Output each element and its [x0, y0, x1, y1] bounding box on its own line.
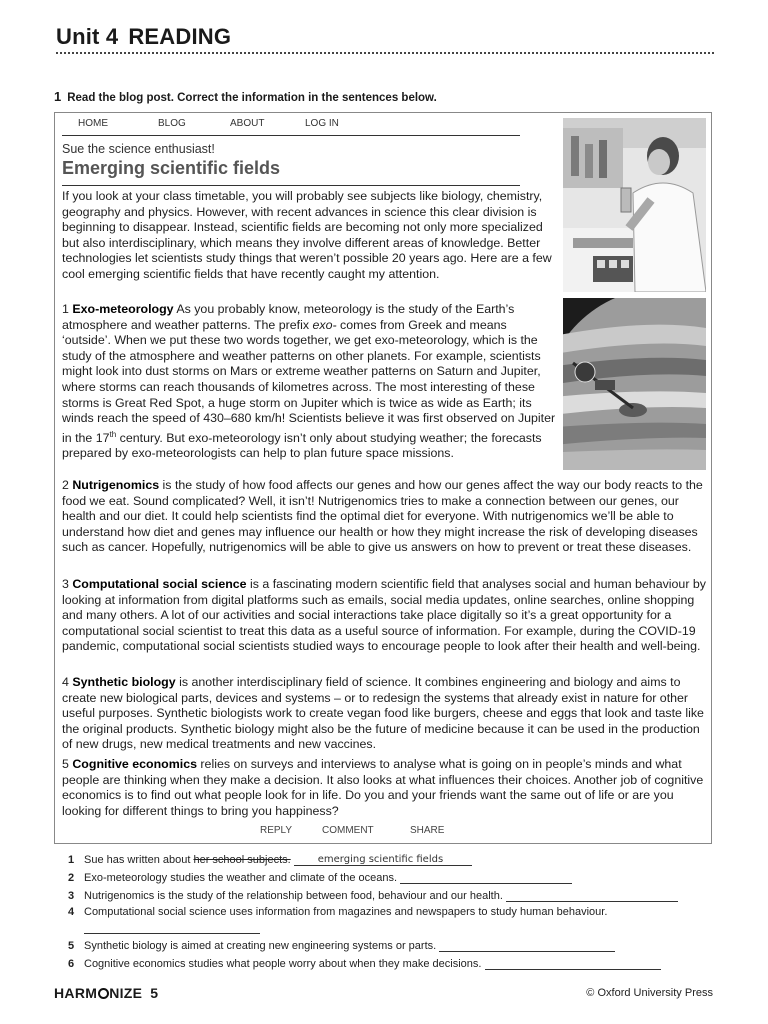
blog-intro: If you look at your class timetable, you will probably see subjects like biology, chemistry, geography and physics. However, with recent advances in science this clear division is beginning to disappear. Instead, scientific fields are becoming not only more specialized but also interdisciplinary, which means they involve different areas of knowledge. Better technologies let scientists study things that weren’t possible 20 years ago. Here are a few cool emerging scientific fields that have recently caught my attention.: [62, 189, 552, 281]
question-text: Computational social science uses information from magazines and newspapers to study human behaviour.: [84, 906, 608, 918]
section-nutrigenomics: [62, 478, 712, 556]
section-text: is the study of how food affects our genes and how our genes affect the way our body reacts to the food we eat. Sound complicated? Well, it isn’t! Nutrigenomics tries to make a connection between our genes, our health and our diet. It could help scientists find the optimal diet for everyone. With nutrigenomics we’ll be able to understand how diet and genes may influence our health or how they might increase the risk of developing diseases such as cancer. Hopefully, nutrigenomics will be able to give us answers on how to prevent or treat these diseases.: [62, 478, 703, 555]
section-term: Synthetic biology: [72, 675, 176, 689]
section-label: READING: [128, 24, 232, 49]
answer-field-6[interactable]: [485, 957, 661, 970]
section-text: is another interdisciplinary field of science. It combines engineering and biology and aims to create new biological parts, devices and systems – or to redesign the systems that already exist in nature for other useful purposes. Synthetic biologists work to create vegan food like burgers, cheese and eggs that look and taste like the original products. Synthetic biology might also be the future of medicine because it can be used in the production of new drugs, new medical treatments and new vaccines.: [62, 675, 704, 752]
brand-o-icon: [98, 988, 109, 999]
lab-scientist-photo: [563, 118, 706, 292]
reply-link[interactable]: REPLY: [260, 825, 293, 836]
blog-nav: [78, 118, 365, 129]
question-1: [68, 853, 472, 866]
page-number: 5: [150, 985, 159, 1001]
comment-link[interactable]: COMMENT: [322, 825, 374, 836]
section-text: century. But exo-meteorology isn’t only about studying weather; the forecasts prepared by exo-meteorologists can help to plan future space missions.: [62, 430, 542, 461]
answer-field-2[interactable]: [400, 871, 572, 884]
section-number: 5: [62, 757, 69, 771]
section-text: comes from Greek and means ‘outside’. When we put these two words together, we get exo-meteorology, which is the study of the atmosphere and weather patterns on other planets. For example, scientists might look into dust storms on Mars or extreme weather patterns on Saturn and Jupiter, where storms can reach thousands of kilometres across. The most interesting of these storms is Great Red Spot, a huge storm on Jupiter which is twice as wide as Earth; its winds reach the speed of 430–680 km/h! Scientists believe it was first observed on Jupiter in the 17: [62, 317, 556, 445]
section-text: is a fascinating modern scientific field that analyses social and human behaviour by looking at information from digital platforms such as emails, social media updates, online searches, online shopping and many others. A lot of our activities and social interactions take place digitally so it’s a great opportunity for a computational social scientist to treat this data as a useful source of information. For example, during the COVID-19 pandemic, computational social scientists studied ways to encourage people to look after their health and well-being.: [62, 577, 706, 654]
section-exo-meteorology: [62, 302, 558, 462]
question-3: [68, 889, 678, 902]
answer-field-5[interactable]: [439, 939, 615, 952]
page-title: [56, 24, 241, 50]
nav-about[interactable]: ABOUT: [230, 118, 265, 129]
jupiter-probe-photo: [563, 298, 706, 470]
harmonize-logo: [54, 985, 158, 1001]
question-text: Cognitive economics studies what people worry about when they make decisions.: [84, 958, 482, 970]
question-5: [68, 939, 615, 952]
question-number: 1: [68, 854, 75, 866]
share-link[interactable]: SHARE: [410, 825, 445, 836]
section-number: 3: [62, 577, 69, 591]
struck-text: her school subjects.: [193, 854, 291, 866]
answer-line-4: [84, 921, 260, 934]
question-number: 5: [68, 940, 75, 952]
task-text: Read the blog post. Correct the information in the sentences below.: [67, 92, 437, 104]
title-divider: [56, 52, 714, 54]
section-synthetic-biology: [62, 675, 712, 753]
brand-text: HARM: [54, 985, 98, 1001]
copyright: © Oxford University Press: [586, 987, 713, 999]
section-term: Nutrigenomics: [72, 478, 160, 492]
question-text: Synthetic biology is aimed at creating new engineering systems or parts.: [84, 940, 437, 952]
handwritten-answer: emerging scientific fields: [317, 854, 444, 865]
blog-actions: [260, 825, 444, 836]
question-2: [68, 871, 572, 884]
question-number: 6: [68, 958, 75, 970]
section-italic: exo-: [312, 317, 337, 332]
section-superscript: th: [109, 429, 117, 439]
question-number: 2: [68, 872, 75, 884]
brand-text: NIZE: [109, 985, 143, 1001]
question-text: Exo-meteorology studies the weather and climate of the oceans.: [84, 872, 398, 884]
unit-label: Unit 4: [56, 24, 119, 49]
section-term: Cognitive economics: [72, 757, 197, 771]
section-text: relies on surveys and interviews to analyse what is going on in people’s minds and what people are thinking when they make a decision. It also looks at what influences their choices. Another job of cognitive economics is to find out what people look for in life. Do you and your friends want the same out of life or are you looking for different things to bring you happiness?: [62, 757, 704, 818]
nav-blog[interactable]: BLOG: [158, 118, 186, 129]
section-term: Computational social science: [72, 577, 247, 591]
nav-divider: [62, 135, 520, 136]
task-instruction: [54, 89, 437, 104]
question-text: Nutrigenomics is the study of the relationship between food, behaviour and our health.: [84, 890, 503, 902]
section-text: As you probably know, meteorology is the study of the Earth’s atmosphere and weather patterns. The prefix: [62, 302, 515, 332]
nav-login[interactable]: LOG IN: [305, 118, 339, 129]
answer-field-4[interactable]: [84, 921, 260, 934]
answer-field-3[interactable]: [506, 889, 678, 902]
section-number: 4: [62, 675, 69, 689]
question-text: Sue has written about: [84, 854, 194, 866]
question-4: [68, 906, 607, 918]
question-number: 4: [68, 906, 75, 918]
title-underline: [62, 185, 520, 186]
blog-title: Emerging scientific fields: [62, 158, 281, 178]
section-number: 2: [62, 478, 69, 492]
blog-author: Sue the science enthusiast!: [62, 142, 215, 156]
section-number: 1: [62, 302, 69, 316]
question-number: 3: [68, 890, 75, 902]
section-cognitive-economics: [62, 757, 712, 819]
nav-home[interactable]: HOME: [78, 118, 108, 129]
answer-field-1[interactable]: [294, 853, 472, 866]
section-term: Exo-meteorology: [72, 302, 174, 316]
section-computational-social-science: [62, 577, 712, 655]
task-number: 1: [54, 89, 62, 104]
question-6: [68, 957, 661, 970]
